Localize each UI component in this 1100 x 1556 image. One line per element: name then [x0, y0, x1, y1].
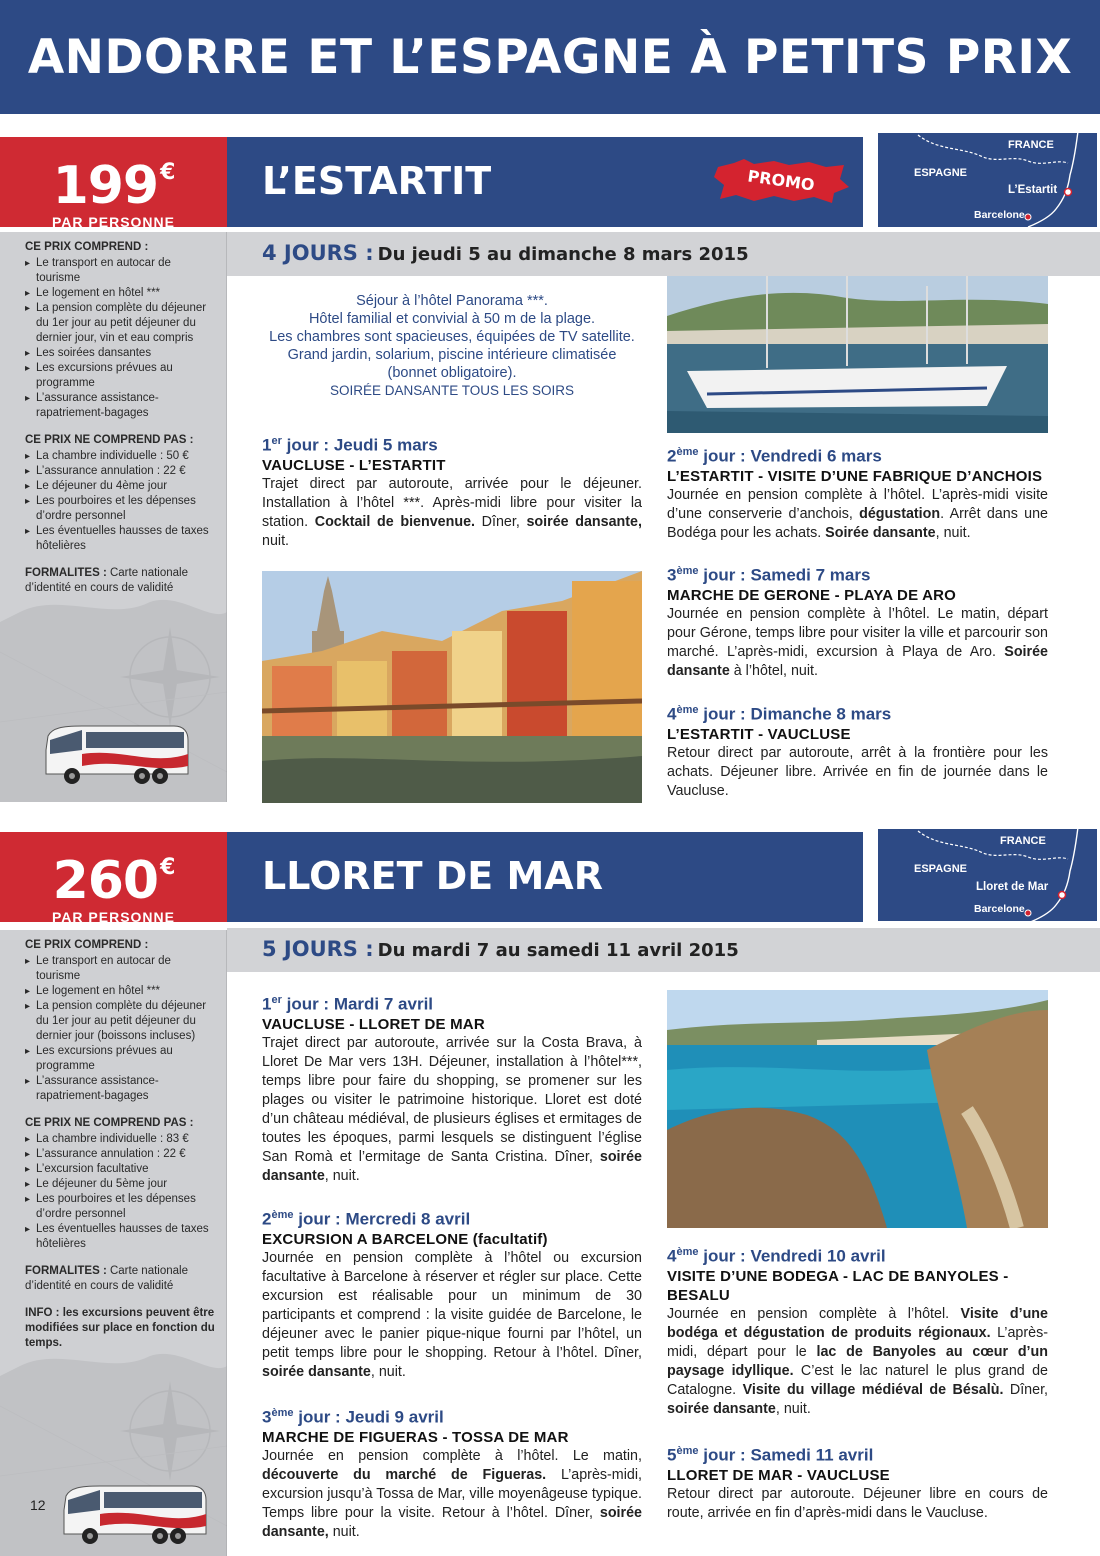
price-label: PAR PERSONNE	[52, 214, 175, 230]
day-title: 1er jour : Jeudi 5 mars	[262, 435, 438, 455]
body-text: nuit.	[262, 532, 290, 549]
list-item: ▸ Les pourboires et les dépenses d’ordre personnel	[25, 494, 216, 524]
highlight-text: soirée dansante	[667, 1400, 776, 1417]
includes-heading: CE PRIX COMPREND :	[25, 241, 149, 253]
highlight-text: soirée dansante,	[526, 513, 642, 530]
trip-title: LLORET DE MAR	[262, 854, 603, 898]
page-title: ANDORRE ET L’ESPAGNE À PETITS PRIX	[27, 29, 1073, 85]
trip-dates-band-estartit	[227, 232, 1100, 276]
day-4-estartit	[667, 700, 1048, 801]
highlight-text: Soirée dansante	[667, 643, 1048, 679]
day-description	[262, 1447, 642, 1542]
includes-heading: CE PRIX COMPREND :	[25, 939, 149, 951]
list-item: ▸ L’excursion facultative	[25, 1162, 216, 1177]
promo-badge	[714, 159, 849, 203]
day-1-lloret	[262, 990, 642, 1186]
price-box-lloret	[0, 832, 227, 925]
trip-title-bar-estartit	[227, 137, 863, 227]
includes-list	[25, 256, 216, 421]
body-text: Journée en pension complète à l’hôtel. Le matin,	[262, 1447, 642, 1464]
list-item: ▸ L’assurance assistance-rapatriement-bagages	[25, 1074, 216, 1104]
list-item: ▸ Les excursions prévues au programme	[25, 361, 216, 391]
day-title: 3ème jour : Samedi 7 mars	[667, 565, 871, 585]
includes-list	[25, 954, 216, 1104]
formalities: FORMALITES : Carte nationale d’identité en cours de validité	[25, 1265, 188, 1292]
body-text: à l’hôtel, nuit.	[729, 662, 818, 679]
day-3-estartit	[667, 561, 1048, 681]
coach-bus-illustration	[42, 720, 192, 790]
body-text: nuit.	[328, 1523, 360, 1540]
day-description	[667, 1305, 1048, 1419]
day-1-estartit	[262, 431, 642, 551]
day-description	[667, 486, 1048, 543]
body-text: Dîner,	[475, 513, 527, 530]
day-title: 5ème jour : Samedi 11 avril	[667, 1445, 874, 1465]
body-text: C’est le lac naturel le plus grand de Catalogne.	[667, 1362, 1048, 1398]
day-5-lloret	[667, 1441, 1048, 1523]
excludes-heading: CE PRIX NE COMPREND PAS :	[25, 434, 194, 446]
day-title: 4ème jour : Dimanche 8 mars	[667, 704, 892, 724]
page-number: 12	[30, 1497, 46, 1513]
location-map-estartit	[875, 130, 1100, 230]
body-text: , nuit.	[370, 1363, 406, 1380]
day-route: MARCHE DE FIGUERAS - TOSSA DE MAR	[262, 1428, 569, 1446]
body-text: Retour direct par autoroute, arrêt à la frontière pour les achats. Déjeuner libre. Arrivée en fin de journée dans le Vaucluse.	[667, 744, 1048, 799]
highlight-text: Cocktail de bienvenue.	[314, 513, 476, 530]
excludes-list	[25, 449, 216, 554]
highlight-text: Visite d’une bodéga et dégustation de produits régionaux.	[667, 1305, 1048, 1341]
day-description	[667, 744, 1048, 801]
body-text: , nuit.	[324, 1167, 360, 1184]
day-route: L’ESTARTIT - VAUCLUSE	[667, 725, 851, 743]
day-route: EXCURSION A BARCELONE (facultatif)	[262, 1230, 548, 1248]
highlight-text: soirée dansante	[262, 1148, 642, 1184]
body-text: Journée en pension complète à l’hôtel.	[667, 1305, 961, 1322]
highlight-text: soirée dansante,	[262, 1504, 642, 1540]
day-route: VAUCLUSE - L’ESTARTIT	[262, 456, 446, 474]
day-title: 2ème jour : Vendredi 6 mars	[667, 446, 882, 466]
formalities: FORMALITES : Carte nationale d’identité en cours de validité	[25, 567, 188, 594]
price-amount: 199€	[52, 156, 175, 216]
body-text: Journée en pension complète à l’hôtel ou excursion facultative à Barcelone à réserver et régler sur place. Cette excursion est réalisable pour un minimum de 30 participants et comprend : la visite guidée de Barcelone, le déjeuner avec le panier pique-nique fourni par l’hôtel, un petit temps libre pour le shopping. Retour à l’hôtel. Dîner,	[262, 1249, 642, 1361]
body-text: . Arrêt dans une Bodéga pour les achats.	[667, 505, 1048, 541]
list-item: ▸ Le transport en autocar de tourisme	[25, 256, 216, 286]
map-label-city: Barcelone	[974, 903, 1025, 915]
list-item: ▸ La pension complète du déjeuner du 1er jour au petit déjeuner du dernier jour (boissons incluses)	[25, 999, 216, 1044]
highlight-text: soirée dansante	[262, 1363, 371, 1380]
trip-duration: 4 JOURS :	[262, 241, 374, 265]
trip-dates: Du mardi 7 au samedi 11 avril 2015	[377, 940, 739, 961]
sidebar-conditions-estartit	[0, 232, 227, 802]
day-route: MARCHE DE GERONE - PLAYA DE ARO	[667, 586, 957, 604]
body-text: Trajet direct par autoroute, arrivée sur la Costa Brava, à Lloret De Mar vers 13H. Déjeuner, installation à l’hôtel***, temps libre pour faire du shopping, se promener sur les plages ou visiter le patrimoine historique. Lloret est doté d’un château médiéval, de plusieurs églises et ermitages de toutes les époques, parmi lesquels se distinguent l’église San Romà et l’ermitage de Santa Cristina. Dîner,	[262, 1034, 642, 1165]
body-text: Retour direct par autoroute. Déjeuner libre en cours de route, arrivée en fin d’après-midi dans le Vaucluse.	[667, 1485, 1048, 1521]
body-text: L’après-midi, excursion jusqu’à Tossa de Mar, ville moyenâgeuse typique. Temps libre pour la visite. Retour à l’hôtel. Dîner,	[262, 1466, 642, 1521]
body-text: Journée en pension complète à l’hôtel. Le matin, départ pour Gérone, temps libre pour visiter la ville et parcourir son marché. L’après-midi, excursion à Playa de Aro.	[667, 605, 1048, 660]
list-item: ▸ La pension complète du déjeuner du 1er jour au petit déjeuner du dernier jour, vin et eau compris	[25, 301, 216, 346]
body-text: , nuit.	[935, 524, 971, 541]
price-amount: 260€	[52, 851, 175, 911]
highlight-text: lac de Banyoles au cœur d’un paysage idyllique.	[667, 1343, 1049, 1379]
map-label-town: Lloret de Mar	[976, 881, 1049, 893]
highlight-text: découverte du marché de Figueras.	[262, 1466, 547, 1483]
map-label-espagne: ESPAGNE	[914, 167, 967, 179]
day-route: VISITE D’UNE BODEGA - LAC DE BANYOLES - BESALU	[667, 1267, 1009, 1304]
trip-dates-band-lloret	[227, 928, 1100, 972]
day-route: L’ESTARTIT - VISITE D’UNE FABRIQUE D’ANCHOIS	[667, 467, 1043, 485]
list-item: ▸ La chambre individuelle : 83 €	[25, 1132, 216, 1147]
photo-lloret-coast	[667, 990, 1048, 1228]
map-label-city: Barcelone	[974, 209, 1025, 221]
list-item: ▸ Les éventuelles hausses de taxes hôtelières	[25, 524, 216, 554]
day-title: 4ème jour : Vendredi 10 avril	[667, 1246, 886, 1266]
body-text: Trajet direct par autoroute, arrivée pour le déjeuner. Installation à l’hôtel ***.	[262, 475, 642, 511]
highlight-text: Soirée dansante	[825, 524, 936, 541]
page-banner	[0, 0, 1100, 114]
map-label-france: FRANCE	[1008, 139, 1054, 151]
day-2-estartit	[667, 442, 1048, 543]
day-4-lloret	[667, 1242, 1048, 1419]
trip-duration: 5 JOURS :	[262, 937, 374, 961]
day-description	[262, 475, 642, 551]
day-description	[667, 605, 1048, 681]
day-route: LLORET DE MAR - VAUCLUSE	[667, 1466, 890, 1484]
coach-bus-illustration	[60, 1480, 210, 1550]
list-item: ▸ Le logement en hôtel ***	[25, 984, 216, 999]
list-item: ▸ Les pourboires et les dépenses d’ordre personnel	[25, 1192, 216, 1222]
trip-title-bar-lloret	[227, 832, 863, 922]
body-text: L’après-midi, départ pour le	[667, 1324, 1048, 1360]
list-item: ▸ Le transport en autocar de tourisme	[25, 954, 216, 984]
hotel-description: Séjour à l’hôtel Panorama ***. Hôtel familial et convivial à 50 m de la plage. Les chambres sont spacieuses, équipées de TV satellite. Grand jardin, solarium, piscine intérieure climatisée (bonnet obligatoire). SOIRÉE DANSANTE TOUS LES SOIRS	[269, 293, 635, 398]
photo-estartit-marina	[667, 276, 1048, 433]
price-box-estartit	[0, 137, 227, 230]
list-item: ▸ L’assurance assistance-rapatriement-bagages	[25, 391, 216, 421]
day-title: 3ème jour : Jeudi 9 avril	[262, 1407, 444, 1427]
list-item: ▸ Les soirées dansantes	[25, 346, 216, 361]
trip-dates: Du jeudi 5 au dimanche 8 mars 2015	[377, 244, 749, 265]
day-description	[262, 1034, 642, 1186]
day-title: 1er jour : Mardi 7 avril	[262, 994, 434, 1014]
list-item: ▸ La chambre individuelle : 50 €	[25, 449, 216, 464]
day-2-lloret	[262, 1205, 642, 1382]
price-label: PAR PERSONNE	[52, 909, 175, 925]
promo-label: PROMO	[746, 166, 816, 195]
day-3-lloret	[262, 1403, 642, 1542]
list-item: ▸ Le déjeuner du 4ème jour	[25, 479, 216, 494]
body-text: , nuit.	[775, 1400, 811, 1417]
photo-gerone-river	[262, 571, 642, 803]
day-title: 2ème jour : Mercredi 8 avril	[262, 1209, 471, 1229]
excludes-heading: CE PRIX NE COMPREND PAS :	[25, 1117, 194, 1129]
map-label-espagne: ESPAGNE	[914, 863, 967, 875]
map-label-france: FRANCE	[1000, 835, 1046, 847]
list-item: ▸ Le déjeuner du 5ème jour	[25, 1177, 216, 1192]
excludes-list	[25, 1132, 216, 1252]
highlight-text: Visite du village médiéval de Bésalù.	[742, 1381, 1004, 1398]
list-item: ▸ Les excursions prévues au programme	[25, 1044, 216, 1074]
location-map-lloret	[875, 826, 1100, 924]
day-description	[262, 1249, 642, 1382]
body-text: Journée en pension complète à l’hôtel. L’après-midi visite d’une conserverie d’anchois,	[667, 486, 1048, 522]
day-description	[667, 1485, 1048, 1523]
info-note: INFO : les excursions peuvent être modifiées sur place en fonction du temps.	[25, 1307, 215, 1349]
highlight-text: dégustation	[859, 505, 941, 522]
list-item: ▸ Le logement en hôtel ***	[25, 286, 216, 301]
map-label-town: L’Estartit	[1008, 184, 1058, 196]
trip-title: L’ESTARTIT	[262, 159, 492, 203]
body-text: Après-midi libre pour visiter la station.	[262, 494, 642, 530]
sidebar-conditions-lloret	[0, 930, 227, 1556]
day-route: VAUCLUSE - LLORET DE MAR	[262, 1015, 485, 1033]
body-text: Dîner,	[1003, 1381, 1049, 1398]
list-item: ▸ Les éventuelles hausses de taxes hôtelières	[25, 1222, 216, 1252]
list-item: ▸ L’assurance annulation : 22 €	[25, 464, 216, 479]
list-item: ▸ L’assurance annulation : 22 €	[25, 1147, 216, 1162]
